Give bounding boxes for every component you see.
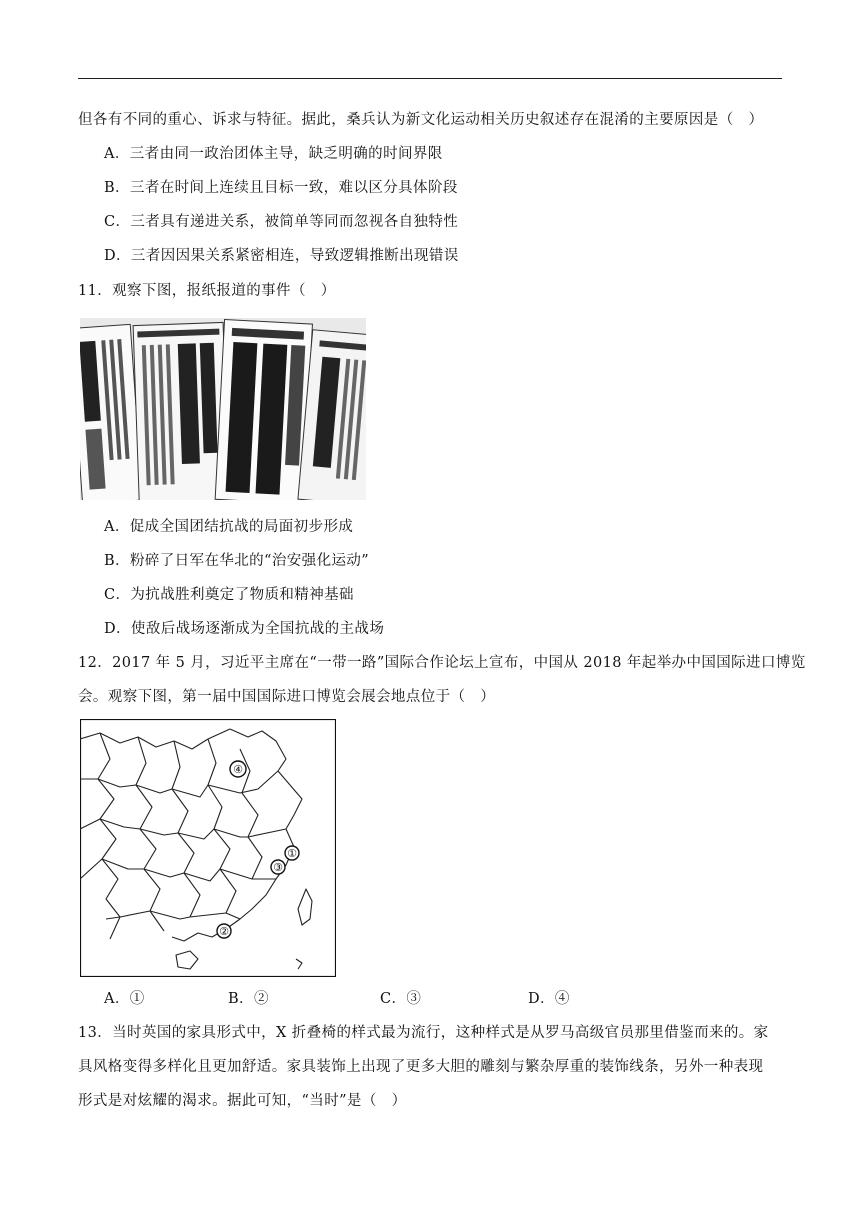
q12-stem-line1: 12．2017 年 5 月，习近平主席在“一带一路”国际合作论坛上宣布，中国从 2018 年起举办中国国际进口博览: [78, 655, 806, 671]
header-rule: [78, 78, 782, 79]
q12-option-d: D．④: [528, 991, 570, 1007]
q12-option-b: B．②: [228, 991, 269, 1007]
q10-option-c: C．三者具有递进关系，被简单等同而忽视各自独特性: [104, 214, 459, 230]
q10-option-b: B．三者在时间上连续且目标一致，难以区分具体阶段: [104, 180, 458, 196]
map-illustration: [80, 719, 336, 977]
china-map: [80, 719, 336, 977]
q10-option-a: A．三者由同一政治团体主导，缺乏明确的时间界限: [104, 146, 443, 162]
q12-stem-line2: 会。观察下图，第一届中国国际进口博览会展会地点位于（ ）: [78, 689, 496, 705]
map-marker-1: ①: [287, 847, 297, 860]
map-marker-2: ②: [219, 925, 229, 938]
q10-stem: 但各有不同的重心、诉求与特征。据此，桑兵认为新文化运动相关历史叙述存在混淆的主要原因是（ ）: [78, 112, 764, 128]
newspaper-illustration: [80, 318, 366, 500]
q12-option-a: A．①: [104, 991, 145, 1007]
newspaper-photo: [80, 318, 366, 500]
q13-stem-line3: 形式是对炫耀的渴求。据此可知，“当时”是（ ）: [78, 1093, 407, 1109]
q11-option-d: D．使敌后战场逐渐成为全国抗战的主战场: [104, 621, 385, 637]
map-marker-4: ④: [233, 763, 243, 776]
q11-option-c: C．为抗战胜利奠定了物质和精神基础: [104, 587, 354, 603]
q11-option-b: B．粉碎了日军在华北的“治安强化运动”: [104, 553, 370, 569]
map-marker-3: ③: [273, 861, 283, 874]
q11-option-a: A．促成全国团结抗战的局面初步形成: [104, 519, 354, 535]
q11-stem: 11．观察下图，报纸报道的事件（ ）: [78, 283, 336, 299]
q13-stem-line2: 具风格变得多样化且更加舒适。家具装饰上出现了更多大胆的雕刻与繁杂厚重的装饰线条，另外一种表现: [78, 1059, 764, 1075]
q12-option-c: C．③: [380, 991, 422, 1007]
q10-option-d: D．三者因因果关系紧密相连，导致逻辑推断出现错误: [104, 248, 459, 264]
q13-stem-line1: 13．当时英国的家具形式中，X 折叠椅的样式最为流行，这种样式是从罗马高级官员那里借鉴而来的。家: [78, 1025, 769, 1041]
